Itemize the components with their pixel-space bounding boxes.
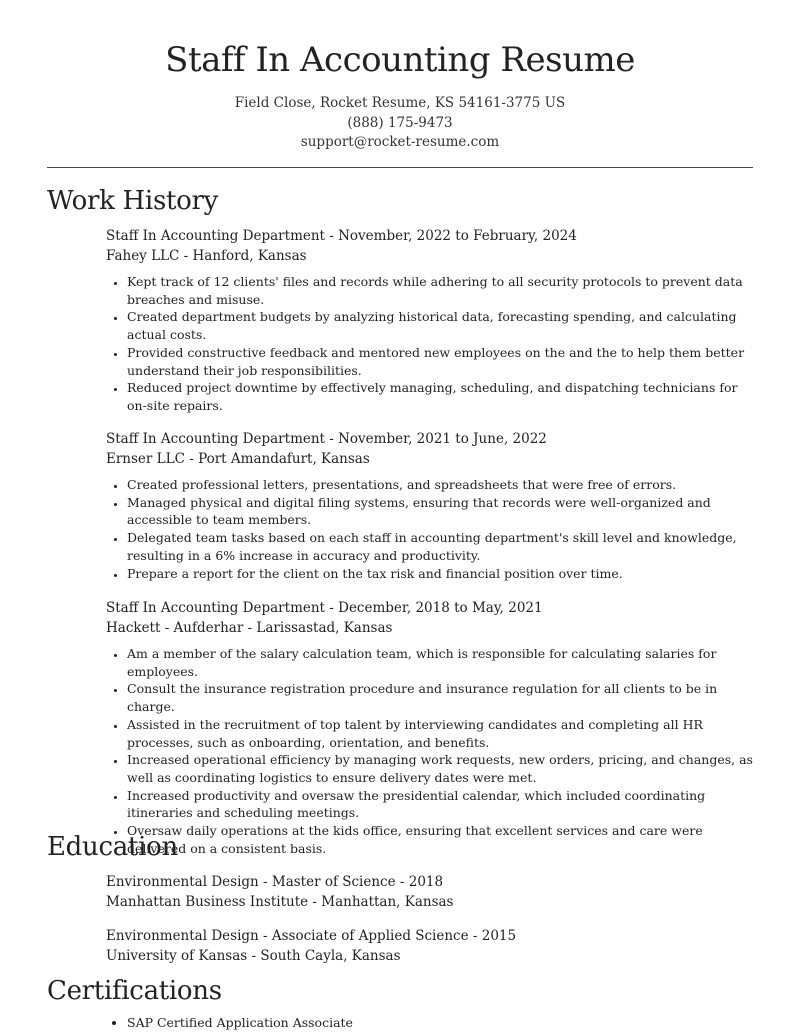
- job-entry: [106, 226, 756, 415]
- section-title-work-history: Work History: [47, 186, 219, 216]
- job-bullet: • Managed physical and digital filing systems, ensuring that records were well-organized and accessible to team members.: [127, 494, 756, 529]
- certification-item: • SAP Certified Application Associate: [127, 1014, 777, 1032]
- job-title-line: Staff In Accounting Department - November, 2021 to June, 2022: [106, 431, 547, 447]
- job-bullet: • Prepare a report for the client on the tax risk and financial position over time.: [127, 565, 756, 583]
- job-bullet: • Provided constructive feedback and mentored new employees on the and the to help them better understand their job responsibilities.: [127, 344, 756, 379]
- job-bullet: • Consult the insurance registration procedure and insurance regulation for all clients to be in charge.: [127, 680, 756, 715]
- job-bullet: • Am a member of the salary calculation team, which is responsible for calculating salaries for employees.: [127, 645, 756, 680]
- education-entry: [106, 872, 756, 912]
- job-entry: [106, 429, 756, 582]
- contact-phone: (888) 175-9473: [347, 115, 453, 131]
- job-bullets: [106, 476, 756, 582]
- section-title-education: Education: [47, 832, 178, 862]
- education-school-line: University of Kansas - South Cayla, Kansas: [106, 948, 401, 964]
- job-title-line: Staff In Accounting Department - December, 2018 to May, 2021: [106, 600, 543, 616]
- job-company-line: Fahey LLC - Hanford, Kansas: [106, 248, 307, 264]
- education-degree-line: Environmental Design - Associate of Applied Science - 2015: [106, 928, 517, 944]
- job-company-line: Ernser LLC - Port Amandafurt, Kansas: [106, 451, 370, 467]
- certifications-list: [106, 1014, 777, 1032]
- job-bullets: [106, 645, 756, 857]
- contact-address: Field Close, Rocket Resume, KS 54161-3775 US: [234, 95, 566, 111]
- contact-email: support@rocket-resume.com: [300, 134, 500, 150]
- job-entry: [106, 598, 756, 857]
- job-bullets: [106, 273, 756, 415]
- job-title-line: Staff In Accounting Department - November, 2022 to February, 2024: [106, 228, 577, 244]
- job-bullet: • Delegated team tasks based on each staff in accounting department's skill level and knowledge, resulting in a 6% increase in accuracy and productivity.: [127, 529, 756, 564]
- job-bullet: • Increased operational efficiency by managing work requests, new orders, pricing, and changes, as well as coordinating logistics to ensure delivery dates were met.: [127, 751, 756, 786]
- education-school-line: Manhattan Business Institute - Manhattan, Kansas: [106, 894, 454, 910]
- job-bullet: • Increased productivity and oversaw the presidential calendar, which included coordinating itineraries and scheduling meetings.: [127, 787, 756, 822]
- job-bullet: • Reduced project downtime by effectively managing, scheduling, and dispatching technicians for on-site repairs.: [127, 379, 756, 414]
- resume-title: Staff In Accounting Resume: [165, 40, 635, 80]
- education-entry: [106, 926, 756, 966]
- job-bullet: • Kept track of 12 clients' files and records while adhering to all security protocols to prevent data breaches and misuse.: [127, 273, 756, 308]
- education-degree-line: Environmental Design - Master of Science - 2018: [106, 874, 444, 890]
- header-divider: [47, 167, 753, 168]
- job-bullet: • Assisted in the recruitment of top talent by interviewing candidates and completing all HR processes, such as onboarding, orientation, and benefits.: [127, 716, 756, 751]
- job-bullet: • Oversaw daily operations at the kids office, ensuring that excellent services and care were delivered on a consistent basis.: [127, 822, 756, 857]
- job-company-line: Hackett - Aufderhar - Larissastad, Kansas: [106, 620, 393, 636]
- job-bullet: • Created professional letters, presentations, and spreadsheets that were free of errors.: [127, 476, 756, 494]
- section-title-certifications: Certifications: [47, 976, 222, 1006]
- job-bullet: • Created department budgets by analyzing historical data, forecasting spending, and calculating actual costs.: [127, 308, 756, 343]
